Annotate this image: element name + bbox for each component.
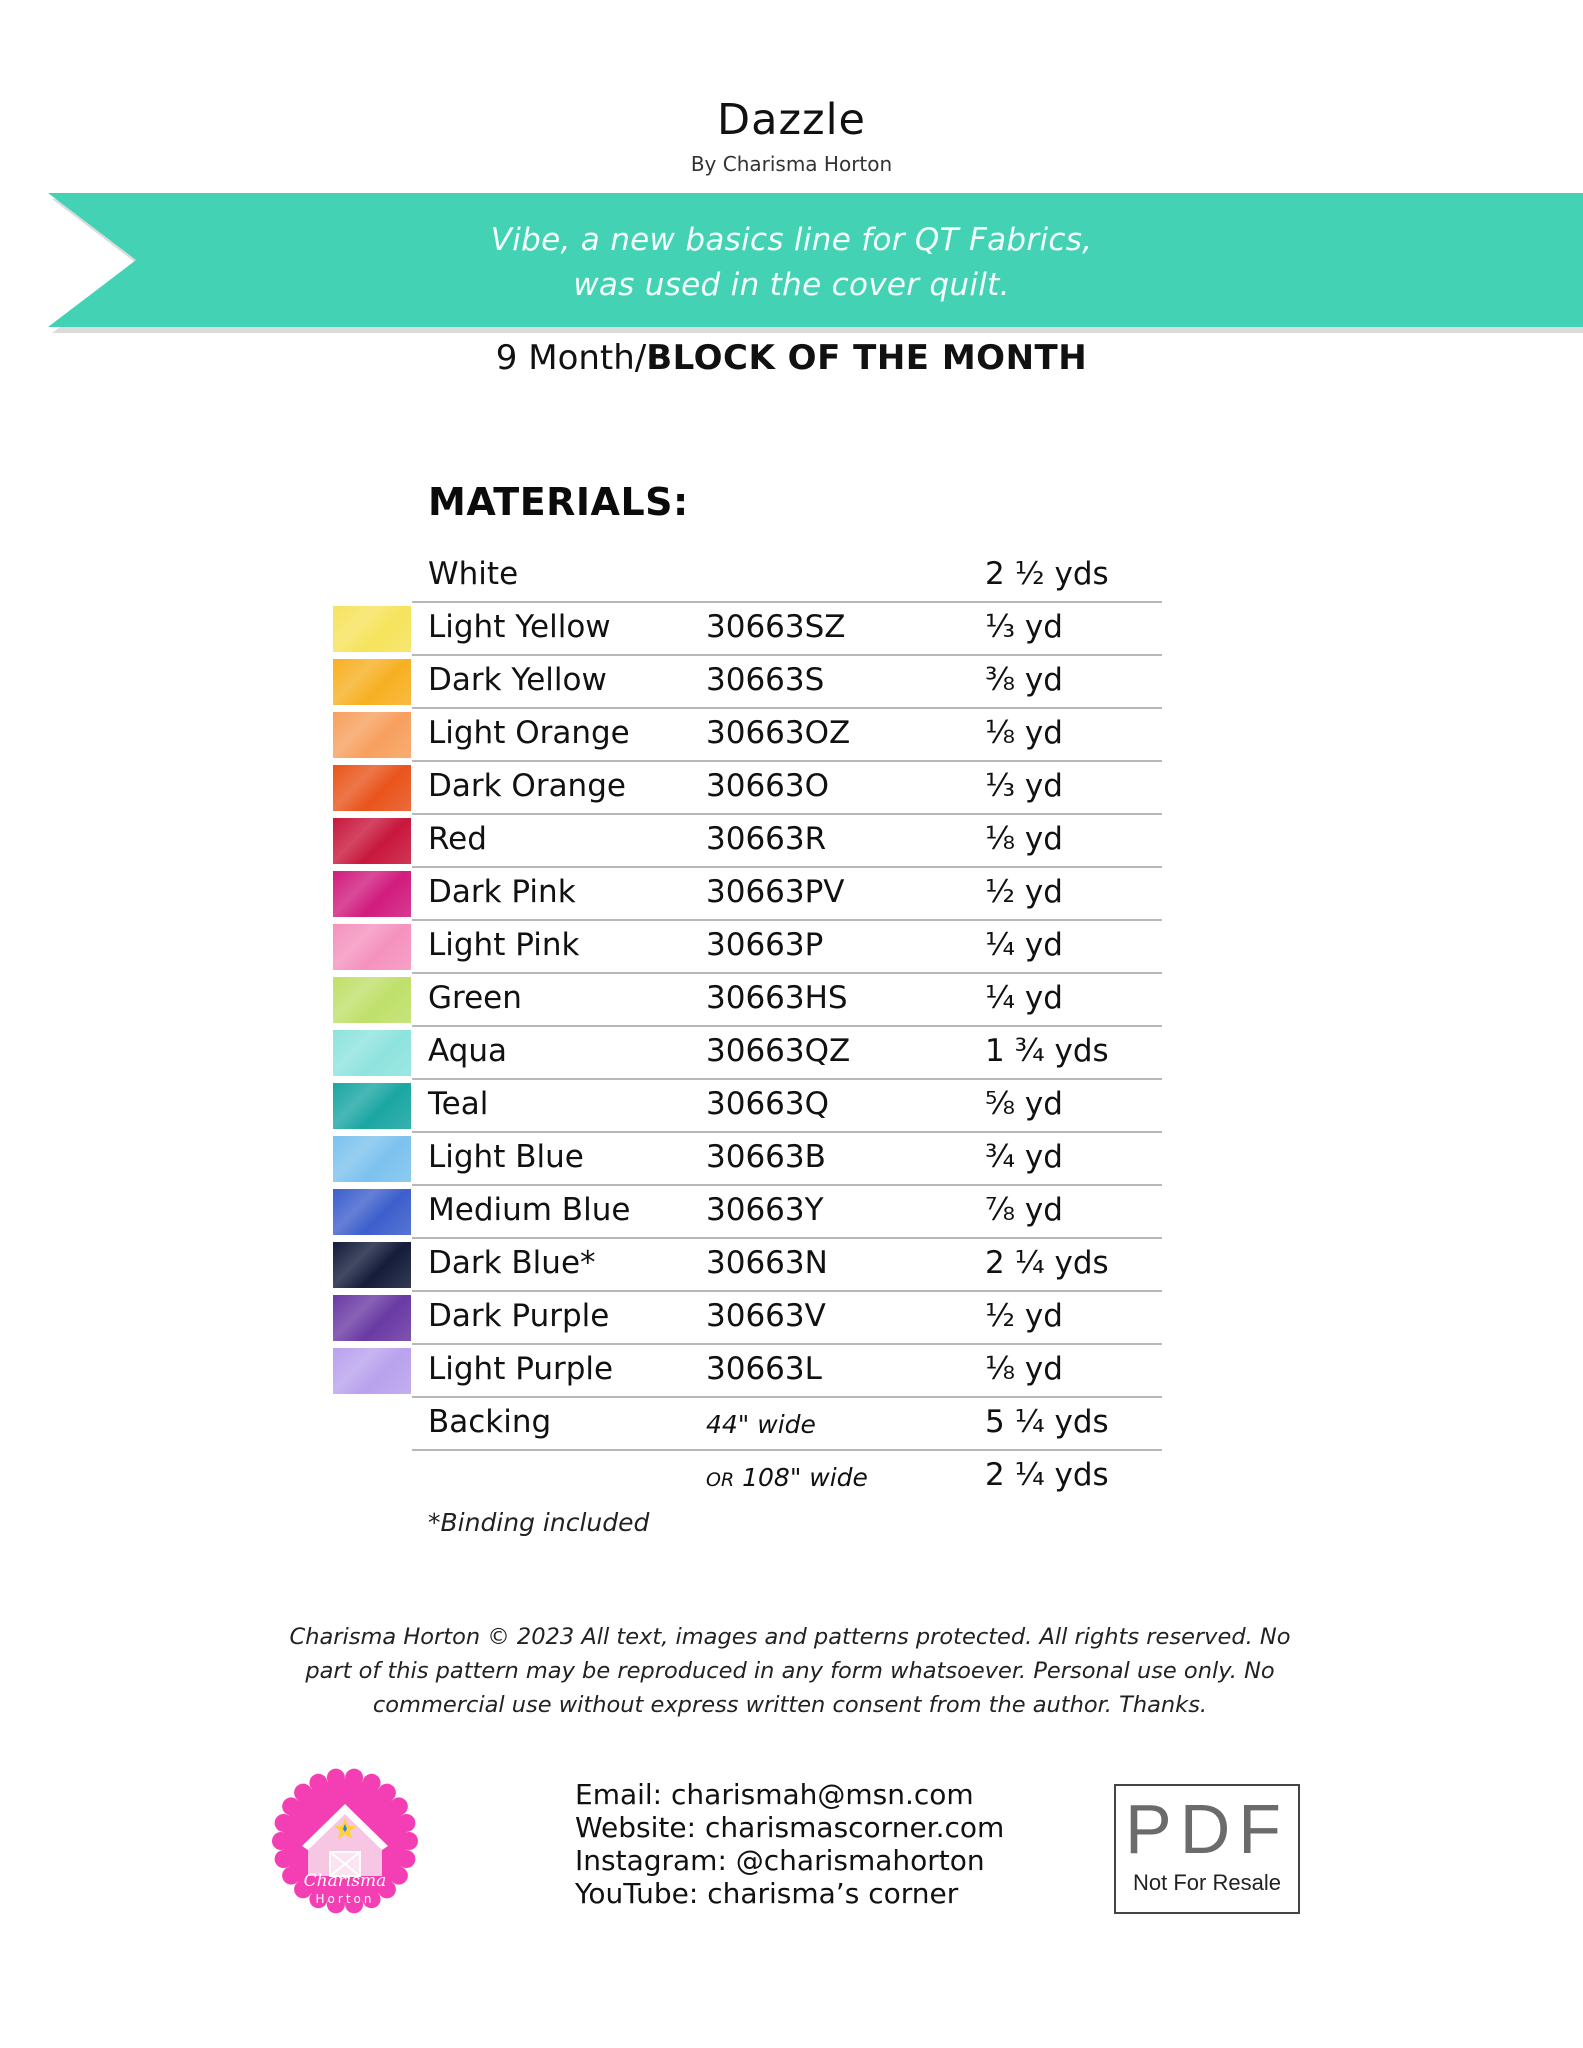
ribbon-banner — [48, 193, 1583, 327]
material-row-backing-alt — [412, 1449, 1162, 1502]
material-row — [412, 1237, 1162, 1292]
banner-line-1: Vibe, a new basics line for QT Fabrics, — [490, 222, 1093, 258]
fabric-swatch — [333, 1083, 411, 1129]
material-row — [412, 760, 1162, 815]
material-row — [412, 601, 1162, 656]
material-name: White — [428, 556, 519, 592]
material-row — [412, 1290, 1162, 1345]
material-amount: ⅝ yd — [985, 1086, 1063, 1122]
material-row — [412, 1396, 1162, 1451]
pdf-not-for-resale-badge — [1114, 1784, 1300, 1914]
material-name: Medium Blue — [428, 1192, 631, 1228]
material-code: 30663P — [706, 927, 824, 963]
material-amount: ¾ yd — [985, 1139, 1063, 1175]
material-amount: ⅞ yd — [985, 1192, 1063, 1228]
fabric-swatch — [333, 818, 411, 864]
fabric-swatch — [333, 765, 411, 811]
binding-note: *Binding included — [428, 1508, 650, 1537]
material-code: 30663O — [706, 768, 830, 804]
material-name: Dark Orange — [428, 768, 626, 804]
material-name: Backing — [428, 1404, 552, 1440]
copyright-notice: Charisma Horton © 2023 All text, images and patterns protected. All rights reserved. No part of this pattern may be reproduced in any form whatsoever. Personal use only. No commercial use without express written consent from the author. Thanks. — [289, 1624, 1291, 1718]
or-word: OR — [706, 1469, 735, 1491]
fabric-swatch — [333, 1136, 411, 1182]
material-name: Red — [428, 821, 487, 857]
material-amount: ⅓ yd — [985, 768, 1063, 804]
material-amount: ⅛ yd — [985, 715, 1063, 751]
material-code: 30663V — [706, 1298, 826, 1334]
backing-alt-width: 108" wide — [742, 1463, 868, 1492]
material-row — [412, 972, 1162, 1027]
material-code: 30663S — [706, 662, 825, 698]
banner-line-2: was used in the cover quilt. — [573, 267, 1010, 303]
material-row — [412, 707, 1162, 762]
material-row — [412, 548, 1162, 603]
fabric-swatch — [333, 924, 411, 970]
material-amount: 2 ¼ yds — [985, 1245, 1109, 1281]
material-name: Light Yellow — [428, 609, 611, 645]
fabric-swatch — [333, 1348, 411, 1394]
material-amount: ⅜ yd — [985, 662, 1063, 698]
logo-text-bottom: Horton — [315, 1892, 375, 1906]
material-name: Dark Yellow — [428, 662, 607, 698]
material-code: 30663Y — [706, 1192, 824, 1228]
material-name: Green — [428, 980, 522, 1016]
material-amount: ½ yd — [985, 874, 1063, 910]
pattern-subtitle — [0, 338, 1583, 378]
material-row — [412, 654, 1162, 709]
material-name: Aqua — [428, 1033, 507, 1069]
material-row — [412, 866, 1162, 921]
material-code: 30663L — [706, 1351, 822, 1387]
material-code: 30663R — [706, 821, 827, 857]
material-amount: ¼ yd — [985, 927, 1063, 963]
fabric-swatch — [333, 712, 411, 758]
contact-instagram: Instagram: @charismahorton — [575, 1844, 985, 1877]
material-name: Light Purple — [428, 1351, 614, 1387]
material-name: Dark Purple — [428, 1298, 610, 1334]
material-row — [412, 1078, 1162, 1133]
pdf-subtext: Not For Resale — [1133, 1870, 1281, 1895]
material-row — [412, 813, 1162, 868]
contact-info — [575, 1778, 1004, 1910]
material-name: Light Orange — [428, 715, 630, 751]
material-code: 30663QZ — [706, 1033, 851, 1069]
fabric-swatch — [333, 1295, 411, 1341]
material-row — [412, 919, 1162, 974]
material-amount: 2 ½ yds — [985, 556, 1109, 592]
fabric-swatch — [333, 871, 411, 917]
material-code: 44" wide — [706, 1410, 816, 1439]
fabric-swatch — [333, 659, 411, 705]
contact-youtube: YouTube: charisma’s corner — [575, 1877, 959, 1910]
material-code: 30663B — [706, 1139, 826, 1175]
material-name: Light Pink — [428, 927, 580, 963]
material-row — [412, 1131, 1162, 1186]
byline: By Charisma Horton — [690, 152, 893, 176]
fabric-swatch — [333, 1030, 411, 1076]
material-amount: ⅛ yd — [985, 821, 1063, 857]
material-code: 30663OZ — [706, 715, 851, 751]
material-amount: ½ yd — [985, 1298, 1063, 1334]
material-name: Teal — [428, 1086, 489, 1122]
pdf-word: PDF — [1125, 1790, 1289, 1868]
material-code-alt — [706, 1463, 868, 1492]
material-name: Light Blue — [428, 1139, 584, 1175]
materials-heading: MATERIALS: — [428, 480, 689, 524]
material-code: 30663Q — [706, 1086, 830, 1122]
fabric-swatch — [333, 1189, 411, 1235]
fabric-swatch — [333, 606, 411, 652]
logo-text-top: Charisma — [303, 1871, 387, 1891]
material-amount: 1 ¾ yds — [985, 1033, 1109, 1069]
material-code: 30663N — [706, 1245, 828, 1281]
fabric-swatch — [333, 977, 411, 1023]
material-amount: ⅛ yd — [985, 1351, 1063, 1387]
material-code: 30663PV — [706, 874, 845, 910]
material-amount: ⅓ yd — [985, 609, 1063, 645]
material-code: 30663HS — [706, 980, 848, 1016]
material-amount: ¼ yd — [985, 980, 1063, 1016]
material-name: Dark Pink — [428, 874, 576, 910]
subtitle-emphasis: BLOCK OF THE MONTH — [646, 338, 1088, 378]
material-row — [412, 1025, 1162, 1080]
charisma-horton-logo — [272, 1768, 418, 1914]
contact-email: Email: charismah@msn.com — [575, 1778, 974, 1811]
page-title: Dazzle — [716, 95, 866, 145]
material-code: 30663SZ — [706, 609, 846, 645]
material-name: Dark Blue* — [428, 1245, 596, 1281]
material-amount-alt: 2 ¼ yds — [985, 1457, 1109, 1493]
contact-website: Website: charismascorner.com — [575, 1811, 1005, 1844]
material-row — [412, 1184, 1162, 1239]
material-row — [412, 1343, 1162, 1398]
fabric-swatch — [333, 1242, 411, 1288]
subtitle-prefix: 9 Month/ — [495, 338, 647, 378]
material-amount: 5 ¼ yds — [985, 1404, 1109, 1440]
